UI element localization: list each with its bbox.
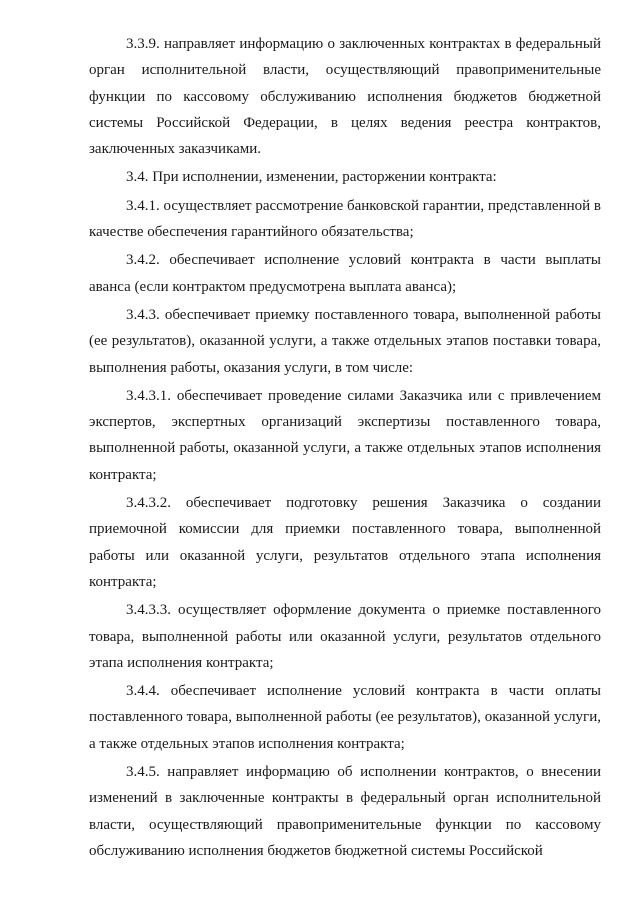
paragraph-3-4-3-2: 3.4.3.2. обеспечивает подготовку решения Заказчика о создании приемочной комиссии для приемки поставленного товара, выполненной работы или оказанной услуги, результатов отдельного этапа исполнения контракта; <box>89 495 601 590</box>
paragraph-3-4-1: 3.4.1. осуществляет рассмотрение банковской гарантии, представленной в качестве обеспечения гарантийного обязательства; <box>89 197 602 241</box>
paragraph-3-4: 3.4. При исполнении, изменении, расторжении контракта: <box>126 169 497 186</box>
paragraph-3-4-3-3: 3.4.3.3. осуществляет оформление документа о приемке поставленного товара, выполненной работы или оказанной услуги, результатов отдельного этапа исполнения контракта; <box>89 602 601 671</box>
paragraph-3-4-5: 3.4.5. направляет информацию об исполнении контрактов, о внесении изменений в заключенные контракты в федеральный орган исполнительной власти, осуществляющий правоприменительные функции по кассовому обслуживанию исполнения бюджетов бюджетной системы Российской <box>89 764 601 859</box>
paragraph-3-3-9: 3.3.9. направляет информацию о заключенных контрактах в федеральный орган исполнительной власти, осуществляющий правоприменительные функции по кассовому обслуживанию исполнения бюджетов бюджетной системы Российской Федерации, в целях ведения реестра контрактов, заключенных заказчиками. <box>89 36 601 158</box>
paragraph-3-4-4: 3.4.4. обеспечивает исполнение условий контракта в части оплаты поставленного товара, выполненной работы (ее результатов), оказанной услуги, а также отдельных этапов исполнения контракта; <box>89 683 601 752</box>
paragraph-3-4-3: 3.4.3. обеспечивает приемку поставленного товара, выполненной работы (ее результатов), оказанной услуги, а также отдельных этапов поставки товара, выполнения работы, оказания услуги, в том числе: <box>89 306 601 376</box>
paragraph-3-4-2: 3.4.2. обеспечивает исполнение условий контракта в части выплаты аванса (если контрактом предусмотрена выплата аванса); <box>89 252 601 295</box>
paragraph-3-4-3-1: 3.4.3.1. обеспечивает проведение силами Заказчика или с привлечением экспертов, экспертных организаций экспертизы поставленного товара, выполненной работы, оказанной услуги, а также отдельных этапов исполнения контракта; <box>89 387 601 483</box>
